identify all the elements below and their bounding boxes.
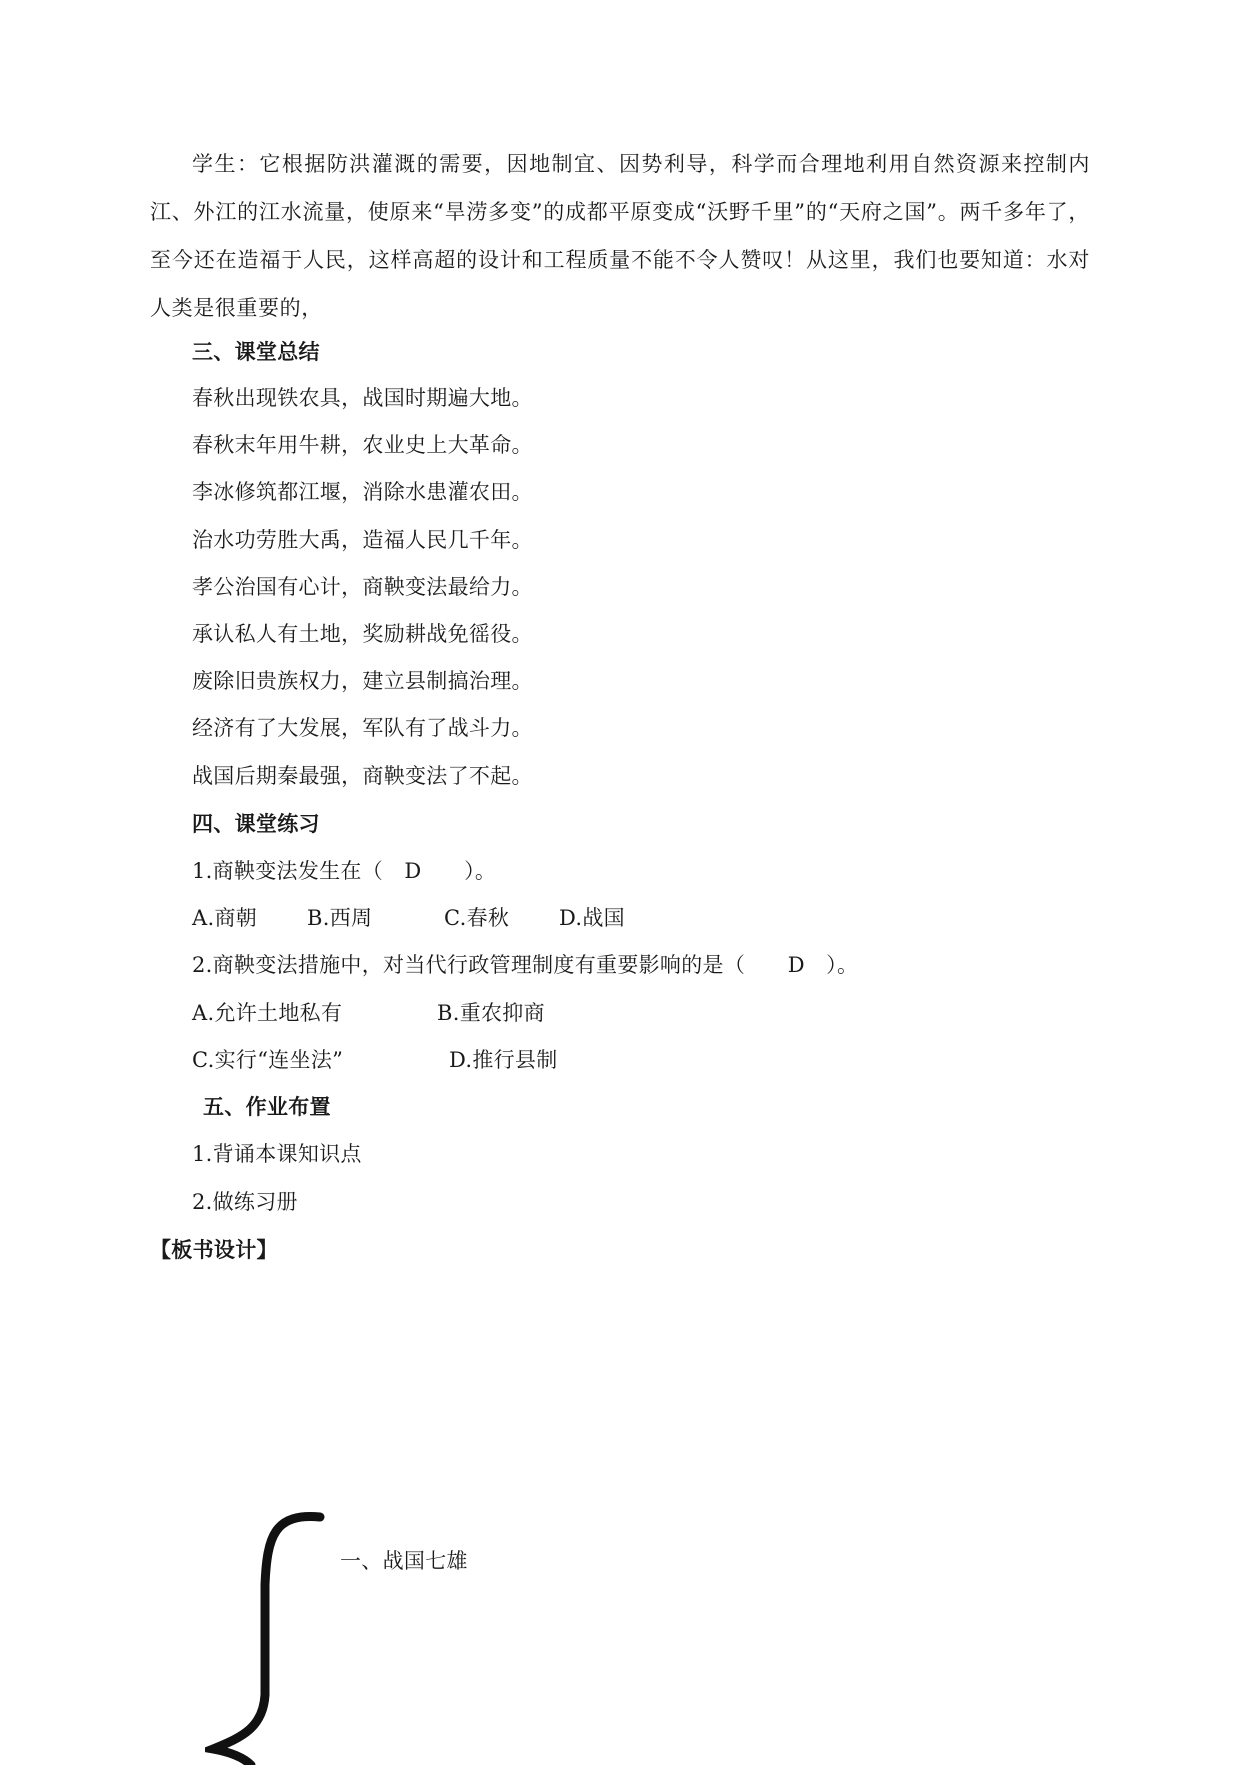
homework-item: 2.做练习册 (192, 1190, 298, 1214)
summary-line: 战国后期秦最强，商鞅变法了不起。 (192, 764, 533, 788)
intro-paragraph: 学生：它根据防洪灌溉的需要，因地制宜、因势利导，科学而合理地利用自然资源来控制内江、外江的江水流量，使原来“旱涝多变”的成都平原变成“沃野千里”的“天府之国”。两千多年了，至今还在造福于人民，这样高超的设计和工程质量不能不令人赞叹！从这里，我们也要知道：水对人类是很重要的， (150, 152, 1090, 320)
q1-option-c: C.春秋 (443, 906, 510, 930)
q1-option-a: A.商朝 (192, 906, 258, 930)
board-design-heading: 【板书设计】 (150, 1238, 278, 1262)
summary-line: 治水功劳胜大禹，造福人民几千年。 (192, 528, 533, 552)
summary-line: 春秋出现铁农具，战国时期遍大地。 (192, 386, 533, 410)
exercise-q1-options (192, 904, 625, 932)
summary-line: 孝公治国有心计，商鞅变法最给力。 (192, 575, 533, 599)
q1-option-b: B.西周 (306, 906, 373, 930)
q2-option-b: B.重农抑商 (436, 1001, 545, 1025)
summary-line: 承认私人有土地，奖励耕战免徭役。 (192, 622, 533, 646)
homework-heading: 五、作业布置 (203, 1095, 331, 1119)
homework-item: 1.背诵本课知识点 (192, 1142, 362, 1166)
q2-option-a: A.允许土地私有 (192, 1001, 343, 1025)
summary-line: 废除旧贵族权力，建立县制搞治理。 (192, 669, 533, 693)
q1-option-d: D.战国 (558, 906, 625, 930)
exercise-q2-options-row2 (192, 1046, 558, 1074)
summary-line: 春秋末年用牛耕，农业史上大革命。 (192, 433, 533, 457)
summary-heading: 三、课堂总结 (192, 340, 320, 364)
q2-option-d: D.推行县制 (448, 1048, 558, 1072)
exercise-question-1: 1.商鞅变法发生在（ D ）。 (192, 859, 497, 883)
q2-option-c: C.实行“连坐法” (192, 1048, 344, 1072)
curly-brace (205, 1505, 325, 1765)
exercise-heading: 四、课堂练习 (192, 812, 320, 836)
summary-line: 经济有了大发展，军队有了战斗力。 (192, 716, 533, 740)
exercise-question-2: 2.商鞅变法措施中，对当代行政管理制度有重要影响的是（ D ）。 (192, 953, 859, 977)
summary-line: 李冰修筑都江堰，消除水患灌农田。 (192, 480, 533, 504)
board-item-1: 一、战国七雄 (340, 1549, 468, 1573)
exercise-q2-options-row1 (192, 999, 545, 1027)
